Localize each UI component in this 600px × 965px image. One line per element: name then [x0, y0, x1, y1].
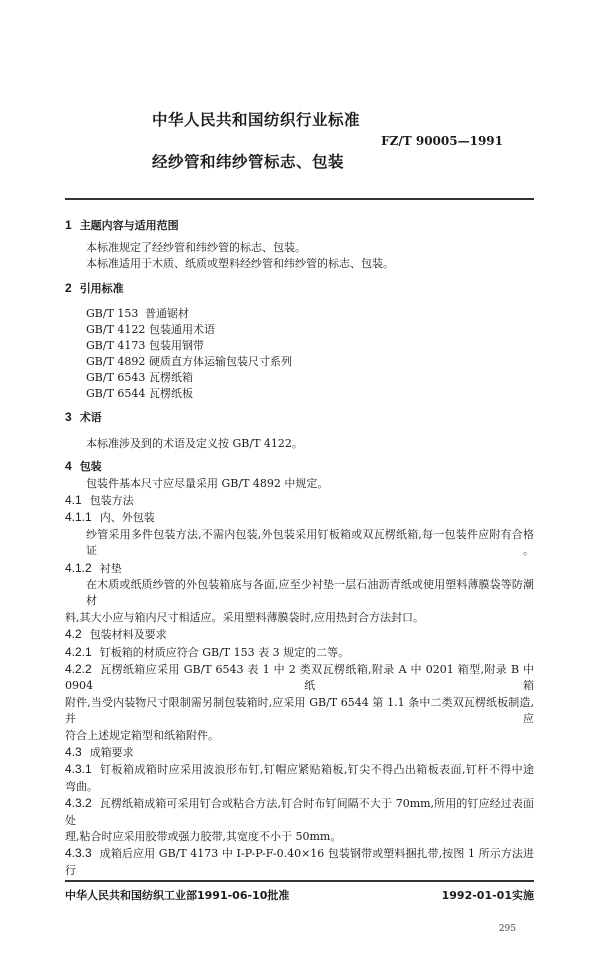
effective-date: 1992-01-01实施: [441, 888, 534, 902]
section-4-heading: 4 包装: [65, 458, 102, 473]
reference-list: [65, 306, 534, 402]
clause-4-1-1-text: 纱管采用多件包装方法,不需内包装,外包装采用钉板箱或双瓦楞纸箱,每一包装件应附有合格证。: [86, 527, 534, 558]
clause-4-1-1-heading: 4.1.1 内、外包装: [65, 510, 155, 525]
reference-item: GB/T 6544 瓦楞纸板: [86, 386, 193, 400]
clause-4-2-2-text: 符合上述规定箱型和纸箱附件。: [65, 728, 219, 742]
reference-item: GB/T 4173 包装用钢带: [86, 338, 204, 352]
clause-4-3-2-text: 理,粘合时应采用胶带或强力胶带,其宽度不小于 50mm。: [65, 830, 342, 844]
doc-title: 经纱管和纬纱管标志、包装: [152, 153, 345, 171]
clause-4-1-heading: 4.1 包装方法: [65, 492, 134, 507]
footer-divider: [65, 880, 534, 882]
clause-4-1-2-text: 料,其大小应与箱内尺寸相适应。采用塑料薄膜袋时,应用热封合方法封口。: [65, 610, 424, 624]
reference-item: GB/T 4892 硬质直方体运输包装尺寸系列: [86, 354, 292, 368]
clause-4-2-2-text: 附件,当受内装物尺寸限制需另制包装箱时,应采用 GB/T 6544 第 1.1 条中二类双瓦楞纸板制造,并应: [65, 695, 534, 726]
clause-4-3-heading: 4.3 成箱要求: [65, 745, 134, 759]
clause-4-3-1-text: 弯曲。: [65, 779, 98, 793]
section-1-para: 本标准适用于木质、纸质或塑料经纱管和纬纱管的标志、包装。: [86, 256, 394, 270]
section-1-heading: 1 主题内容与适用范围: [65, 217, 179, 232]
section-4-body: [65, 476, 534, 880]
section-1-para: 本标准规定了经纱管和纬纱管的标志、包装。: [86, 240, 306, 254]
section-3-para: 本标准涉及到的术语及定义按 GB/T 4122。: [86, 436, 303, 450]
clause-4-1-2-heading: 4.1.2 衬垫: [65, 560, 122, 575]
clause-4-2-1: 4.2.1 钉板箱的材质应符合 GB/T 153 表 3 规定的二等。: [65, 644, 350, 659]
clause-4-3-1: 4.3.1 钉板箱成箱时应采用波浪形布钉,钉帽应紧贴箱板,钉尖不得凸出箱板表面,钉杆不得中途: [65, 762, 534, 777]
section-4-para: 包装件基本尺寸应尽量采用 GB/T 4892 中规定。: [86, 476, 329, 490]
clause-4-3-2: 4.3.2 瓦楞纸箱成箱可采用钉合或粘合方法,钉合时布钉间隔不大于 70mm,所用的钉应经过表面处: [65, 796, 534, 827]
clause-4-1-2-text: 在木质或纸质纱管的外包装箱底与各面,应至少衬垫一层石油沥青纸或使用塑料薄膜袋等防潮材: [86, 577, 534, 608]
clause-4-2-2: 4.2.2 瓦楞纸箱应采用 GB/T 6543 表 1 中 2 类双瓦楞纸箱,附录 A 中 0201 箱型,附录 B 中 0904 纸箱: [65, 661, 534, 693]
clause-4-2-heading: 4.2 包装材料及要求: [65, 627, 167, 642]
footer: [65, 889, 534, 903]
approval-line: 中华人民共和国纺织工业部1991-06-10批准: [65, 888, 290, 902]
reference-item: GB/T 6543 瓦楞纸箱: [86, 370, 193, 384]
org-title: 中华人民共和国纺织行业标准: [152, 111, 361, 129]
section-3-heading: 3 术语: [65, 409, 102, 424]
reference-item: GB/T 4122 包装通用术语: [86, 322, 215, 336]
header-divider: [65, 198, 534, 200]
clause-4-3-3: 4.3.3 成箱后应用 GB/T 4173 中 Ⅰ-P-P-F-0.40×16 包装钢带或塑料捆扎带,按图 1 所示方法进行: [65, 846, 534, 877]
reference-item: GB/T 153 普通锯材: [86, 306, 189, 320]
standard-code: FZ/T 90005—1991: [381, 134, 503, 148]
section-2-heading: 2 引用标准: [65, 280, 124, 295]
page-number: 295: [498, 923, 516, 934]
